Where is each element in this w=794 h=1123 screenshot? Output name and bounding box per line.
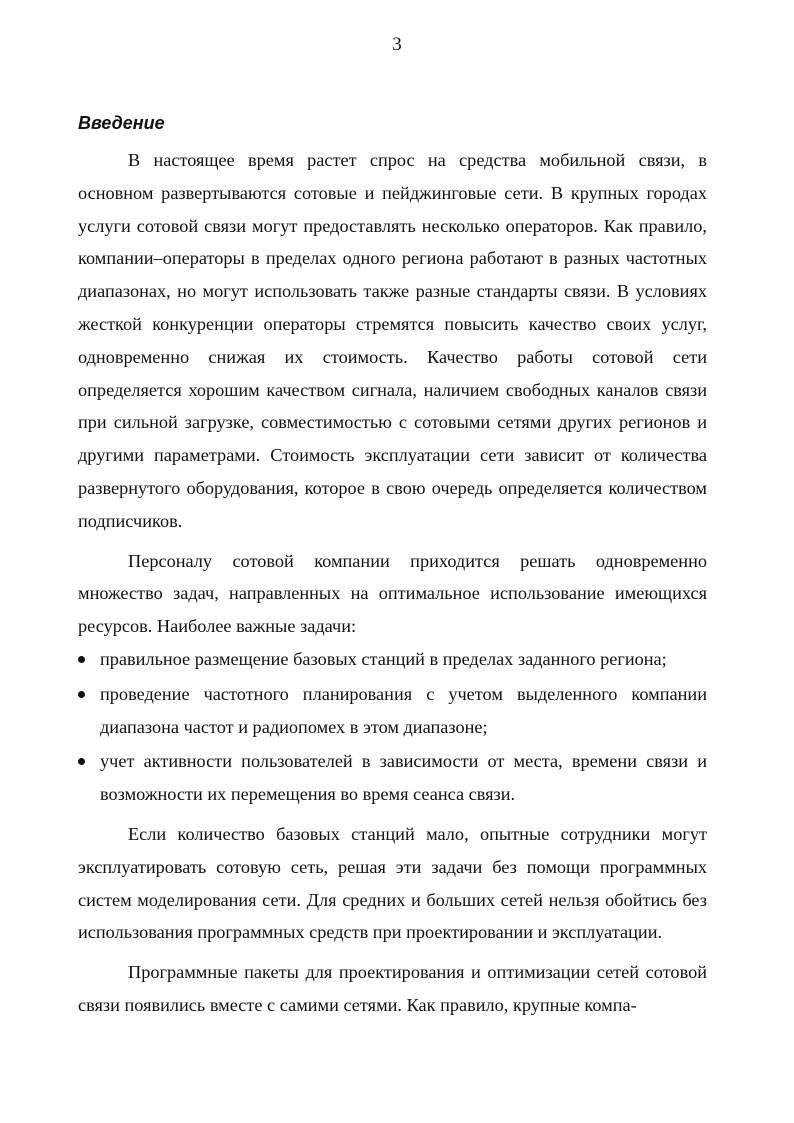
list-item-text: проведение частотного планирования с учетом выделенного компании диапазона частот и радиопомех в этом диапазоне; (100, 683, 707, 737)
list-item (78, 678, 707, 744)
list-item-text: учет активности пользователей в зависимости от места, времени связи и возможности их перемещения во время сеанса связи. (100, 751, 707, 805)
list-item-text: правильное размещение базовых станций в пределах заданного региона; (100, 648, 667, 669)
list-item (78, 745, 707, 811)
paragraph-packages: Программные пакеты для проектирования и оптимизации сетей сотовой связи появились вместе с самими сетями. Как правило, крупные компа- (78, 962, 707, 1015)
bullet-icon (78, 656, 85, 663)
bullet-icon (78, 758, 85, 765)
bullet-icon (78, 691, 85, 698)
section-heading: Введение (78, 113, 165, 133)
paragraph-tasks: Персоналу сотовой компании приходится решать одновременно множество задач, направленных на оптимальное использование имеющихся ресурсов. Наиболее важные задачи: (78, 550, 707, 637)
document-body (78, 144, 707, 1022)
paragraph-intro: В настоящее время растет спрос на средства мобильной связи, в основном развертываются сотовые и пейджинговые сети. В крупных городах услуги сотовой связи могут предоставлять несколько операторов. Как правило, компании–операторы в пределах одного региона работают в разных частотных диапазонах, но могут использовать также разные стандарты связи. В условиях жесткой конкуренции операторы стремятся повысить качество своих услуг, одновременно снижая их стоимость. Качество работы сотовой сети определяется хорошим качеством сигнала, наличием свободных каналов связи при сильной загрузке, совместимостью с сотовыми сетями других регионов и другими параметрами. Стоимость эксплуатации сети зависит от количества развернутого оборудования, которое в свою очередь определяется количеством подписчиков. (78, 150, 707, 531)
task-list (78, 643, 707, 811)
paragraph-software: Если количество базовых станций мало, опытные сотрудники могут эксплуатировать сотовую сеть, решая эти задачи без помощи программных систем моделирования сети. Для средних и больших сетей нельзя обойтись без использования программных средств при проектировании и эксплуатации. (78, 823, 707, 943)
list-item (78, 643, 707, 676)
page-number: 3 (392, 34, 402, 55)
